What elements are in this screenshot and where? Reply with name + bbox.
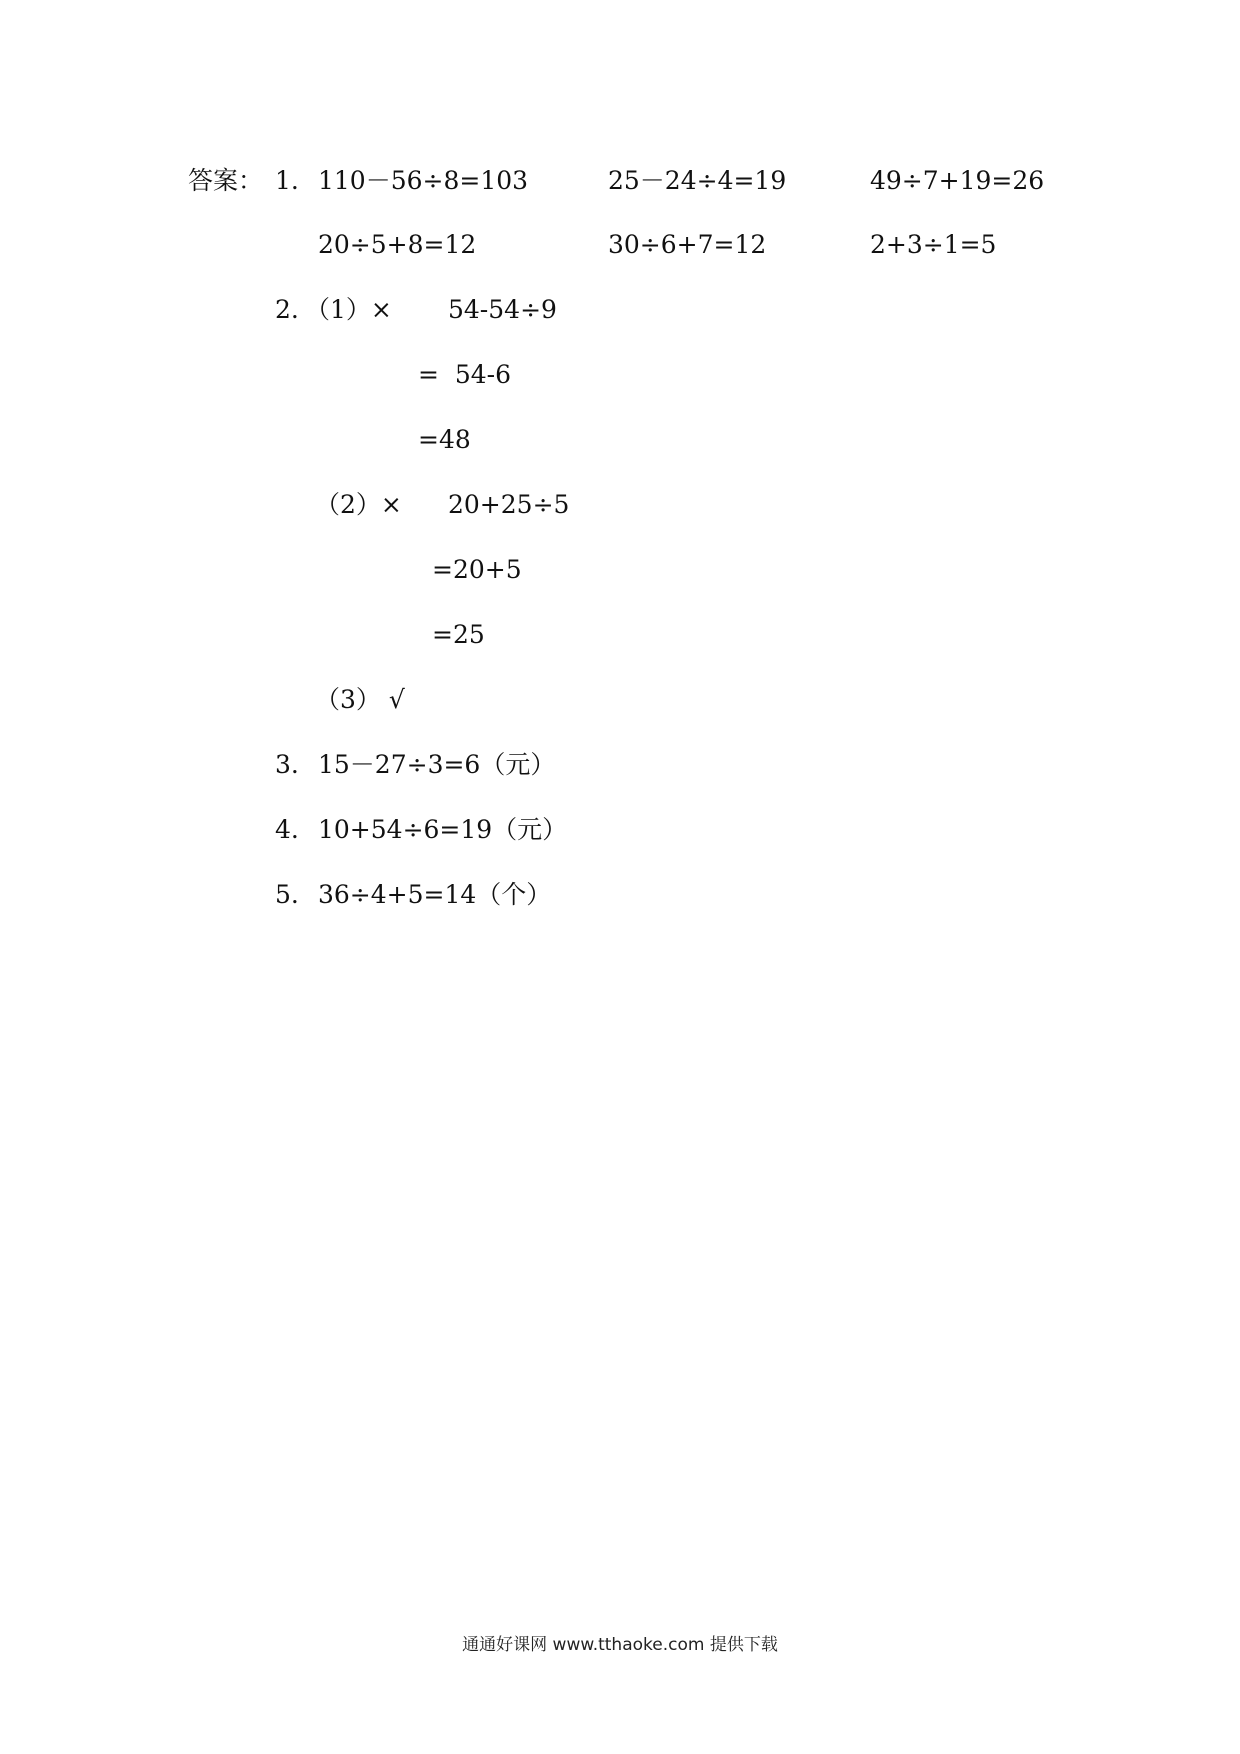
q2-part2-step1: =20+5 xyxy=(432,555,522,584)
q1-expr-2: 25－24÷4=19 xyxy=(608,166,787,195)
q1-number: 1. xyxy=(275,166,299,195)
q3-expr: 15－27÷3=6（元） xyxy=(318,750,556,779)
q4-number: 4. xyxy=(275,815,299,844)
q3-number: 3. xyxy=(275,750,299,779)
q2-part1-label: （1）× xyxy=(305,295,392,324)
q1-expr-5: 30÷6+7=12 xyxy=(608,230,767,259)
q2-part3-label: （3） √ xyxy=(315,685,405,714)
q2-part2-label: （2）× xyxy=(315,490,402,519)
footer-credit: 通通好课网 www.tthaoke.com 提供下载 xyxy=(462,1635,778,1655)
q2-part2-expr: 20+25÷5 xyxy=(448,490,570,519)
q2-part1-step2: =48 xyxy=(418,425,471,454)
q1-expr-3: 49÷7+19=26 xyxy=(870,166,1045,195)
q5-expr: 36÷4+5=14（个） xyxy=(318,880,552,909)
q1-expr-1: 110－56÷8=103 xyxy=(318,166,529,195)
q4-expr: 10+54÷6=19（元） xyxy=(318,815,568,844)
q2-number: 2. xyxy=(275,295,299,324)
q1-expr-6: 2+3÷1=5 xyxy=(870,230,997,259)
q2-part1-step1: = 54-6 xyxy=(418,360,512,389)
q5-number: 5. xyxy=(275,880,299,909)
q2-part2-step2: =25 xyxy=(432,620,485,649)
q2-part1-expr: 54-54÷9 xyxy=(448,295,557,324)
answers-label: 答案： xyxy=(188,166,264,195)
q1-expr-4: 20÷5+8=12 xyxy=(318,230,477,259)
